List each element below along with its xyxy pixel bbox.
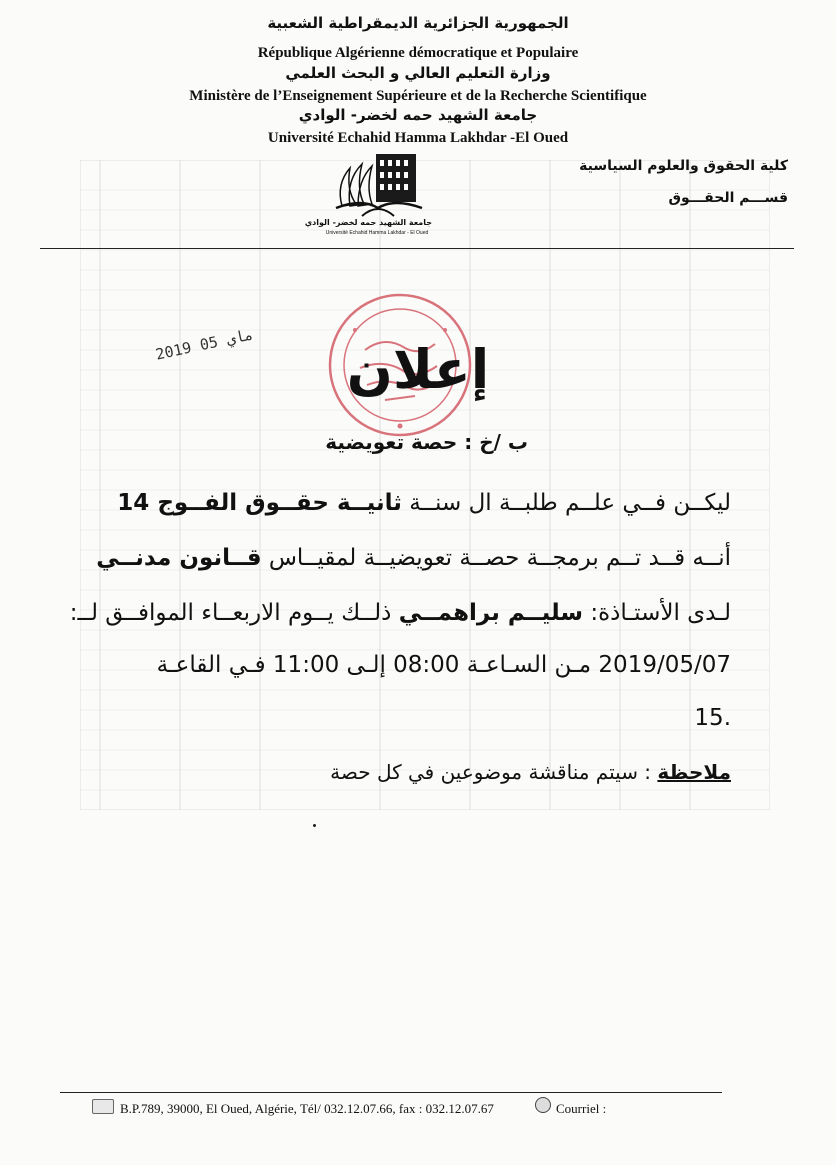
logo-caption-french: Université Echahid Hamma Lakhdar - El Oued	[325, 230, 429, 236]
note-line	[330, 760, 731, 784]
faculty-name: كلية الحقوق والعلوم السياسية	[579, 158, 788, 174]
student-group: ثانيــة حقــوق الفــوج 14	[117, 490, 402, 516]
note-text: : سيتم مناقشة موضوعين في كل حصة	[330, 760, 658, 784]
header-divider	[40, 248, 794, 249]
republic-name-arabic: الجمهورية الجزائرية الديمقراطية الشعبية	[267, 14, 569, 32]
body-line-5: .15	[694, 705, 731, 731]
body-line-1	[117, 490, 731, 516]
ink-dot	[313, 824, 316, 827]
ministry-name-arabic: وزارة التعليم العالي و البحث العلمي	[285, 64, 551, 82]
body-line-1-text: ليكــن فــي علــم طلبــة ال سنــة	[401, 490, 731, 516]
department-name: قســـم الحقـــوق	[668, 190, 788, 206]
university-logo	[304, 146, 432, 241]
body-line-3	[70, 600, 731, 626]
note-label: ملاحظة	[657, 760, 731, 784]
university-logo-icon	[322, 146, 432, 218]
footer-address: B.P.789, 39000, El Oued, Algérie, Tél/ 032.12.07.66, fax : 032.12.07.67	[120, 1101, 494, 1116]
body-line-2	[96, 545, 731, 571]
course-name: قــانون مدنــي	[96, 545, 262, 571]
ministry-name-french: Ministère de l’Enseignement Supérieure et de la Recherche Scientifique	[189, 88, 647, 104]
email-icon	[535, 1097, 551, 1113]
logo-caption-arabic: جامعة الشهيد حمه لخضر- الوادي	[304, 218, 432, 227]
university-name-arabic: جامعة الشهيد حمه لخضر- الوادي	[298, 106, 538, 124]
announcement-subject: ب /خ : حصة تعويضية	[325, 430, 528, 454]
body-line-2-text: أنــه قــد تــم برمجــة حصــة تعويضيــة لمقيــاس	[261, 545, 731, 571]
footer-divider	[60, 1092, 722, 1093]
announcement-title: إعلان	[346, 338, 490, 401]
republic-name-french: République Algérienne démocratique et Populaire	[257, 45, 579, 61]
body-line-4: 2019/05/07 مـن السـاعـة 08:00 إلـى 11:00 فـي القاعـة	[156, 652, 731, 678]
bleed-through-table	[80, 160, 770, 810]
university-name-french: Université Echahid Hamma Lakhdar -El Oued	[267, 130, 569, 146]
phone-icon	[92, 1099, 114, 1114]
body-line-3-text: لـدى الأستـاذة:	[583, 600, 731, 626]
body-line-3-tail: ذلــك يــوم الاربعــاء الموافــق لــ:	[69, 600, 399, 626]
professor-name: سليــم براهمــي	[398, 600, 584, 626]
footer-courriel-label: Courriel :	[556, 1101, 607, 1116]
received-date-stamp: 2019 ماي 05	[154, 325, 255, 364]
